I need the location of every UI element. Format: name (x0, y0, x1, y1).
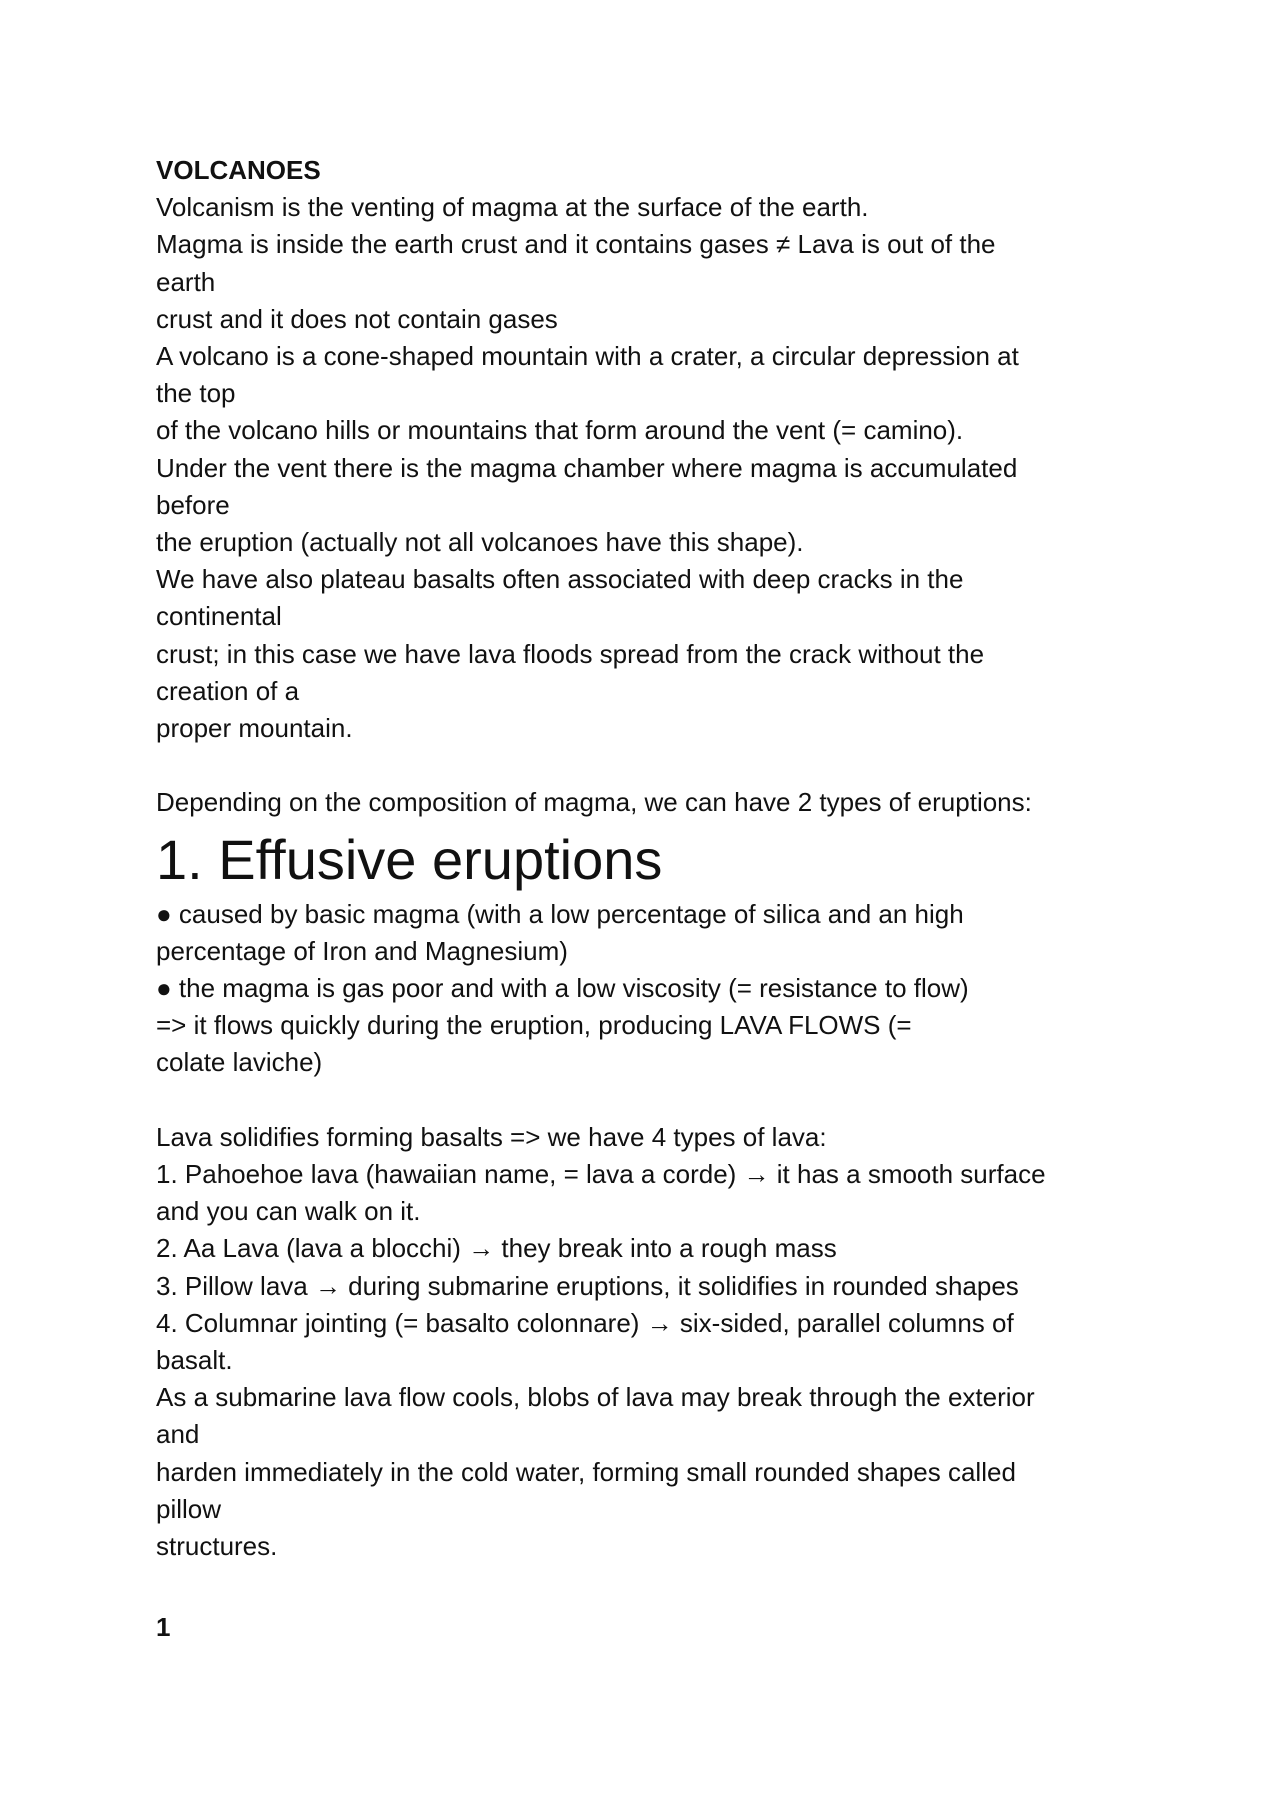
list-item: ● the magma is gas poor and with a low viscosity (= resistance to flow) (156, 973, 969, 1004)
list-item: colate laviche) (156, 1047, 323, 1078)
lava-types-paragraph (156, 1119, 1136, 1565)
text-line: As a submarine lava flow cools, blobs of lava may break through the exterior (156, 1382, 1035, 1413)
text-line: Magma is inside the earth crust and it contains gases ≠ Lava is out of the (156, 229, 996, 260)
text-line: 3. Pillow lava → during submarine eruptions, it solidifies in rounded shapes (156, 1270, 1019, 1301)
text-line: creation of a (156, 675, 300, 706)
text-line: structures. (156, 1531, 278, 1562)
list-item: ● caused by basic magma (with a low percentage of silica and an high (156, 898, 964, 929)
page-content (156, 152, 1136, 1565)
text-line: Volcanism is the venting of magma at the surface of the earth. (156, 192, 869, 223)
text-line: 1. Pahoehoe lava (hawaiian name, = lava a corde) → it has a smooth surface (156, 1159, 1046, 1190)
text-line: 2. Aa Lava (lava a blocchi) → they break into a rough mass (156, 1233, 837, 1264)
text-line: A volcano is a cone-shaped mountain with a crater, a circular depression at (156, 341, 1019, 372)
text-line: proper mountain. (156, 713, 353, 744)
list-item: => it flows quickly during the eruption, producing LAVA FLOWS (= (156, 1010, 912, 1041)
text-line: before (156, 489, 230, 520)
text-line: 4. Columnar jointing (= basalto colonnare) → six-sided, parallel columns of (156, 1307, 1014, 1338)
text-line: crust and it does not contain gases (156, 303, 558, 334)
paragraph-spacer (156, 1082, 1136, 1119)
intro-paragraph (156, 189, 1136, 747)
text-line: and (156, 1419, 200, 1450)
text-line: of the volcano hills or mountains that form around the vent (= camino). (156, 415, 964, 446)
text-line: We have also plateau basalts often associated with deep cracks in the (156, 564, 964, 595)
text-line: Under the vent there is the magma chamber where magma is accumulated (156, 452, 1018, 483)
text-line: Lava solidifies forming basalts => we have 4 types of lava: (156, 1121, 827, 1152)
text-line: harden immediately in the cold water, forming small rounded shapes called (156, 1456, 1016, 1487)
text-line: crust; in this case we have lava floods spread from the crack without the (156, 638, 985, 669)
paragraph-spacer (156, 747, 1136, 784)
text-line: and you can walk on it. (156, 1196, 421, 1227)
text-line: the top (156, 378, 236, 409)
page-number: 1 (156, 1612, 171, 1642)
section-heading: 1. Effusive eruptions (156, 827, 663, 891)
text-line: the eruption (actually not all volcanoes have this shape). (156, 527, 804, 558)
text-line: basalt. (156, 1345, 233, 1376)
document-title: VOLCANOES (156, 155, 321, 185)
list-item: percentage of Iron and Magnesium) (156, 935, 568, 966)
text-line: continental (156, 601, 282, 632)
eruption-types-line: Depending on the composition of magma, we can have 2 types of eruptions: (156, 787, 1032, 818)
text-line: earth (156, 266, 216, 297)
text-line: pillow (156, 1493, 222, 1524)
bullet-list (156, 896, 1136, 1082)
